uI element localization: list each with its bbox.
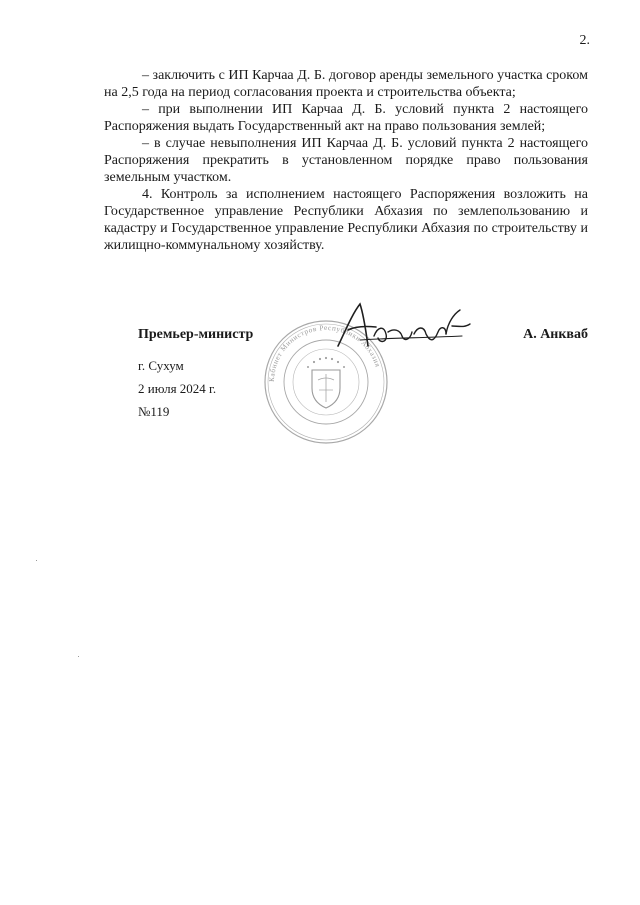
- seal-inscription: Кабинет Министров Республики Абхазия: [267, 323, 382, 383]
- scan-speck: [36, 560, 37, 561]
- document-date: 2 июля 2024 г.: [138, 381, 217, 396]
- paragraph-state-act: – при выполнении ИП Карчаа Д. Б. условий пункта 2 настоящего Распоряжения выдать Государственный акт на право пользования землей;: [104, 102, 588, 134]
- signatory-name: А. Анкваб: [523, 327, 588, 342]
- scan-speck: [78, 656, 79, 657]
- signatory-position: Премьер-министр: [138, 327, 254, 342]
- document-body: [104, 67, 588, 254]
- document-number: №119: [138, 404, 170, 419]
- handwritten-signature: [330, 296, 478, 360]
- paragraph-termination: – в случае невыполнения ИП Карчаа Д. Б. условий пункта 2 настоящего Распоряжения прекратить в установленном порядке право пользования земельным участком.: [104, 136, 588, 185]
- document-place: г. Сухум: [138, 358, 184, 373]
- paragraph-control: 4. Контроль за исполнением настоящего Распоряжения возложить на Государственное управление Республики Абхазия по землепользованию и кадастру и Государственное управление Республики Абхазия по строительству и жилищно-коммунальному хозяйству.: [104, 187, 588, 253]
- page-number: 2.: [579, 33, 590, 48]
- paragraph-lease-agreement: – заключить с ИП Карчаа Д. Б. договор аренды земельного участка сроком на 2,5 года на период согласования проекта и строительства объекта;: [104, 68, 588, 100]
